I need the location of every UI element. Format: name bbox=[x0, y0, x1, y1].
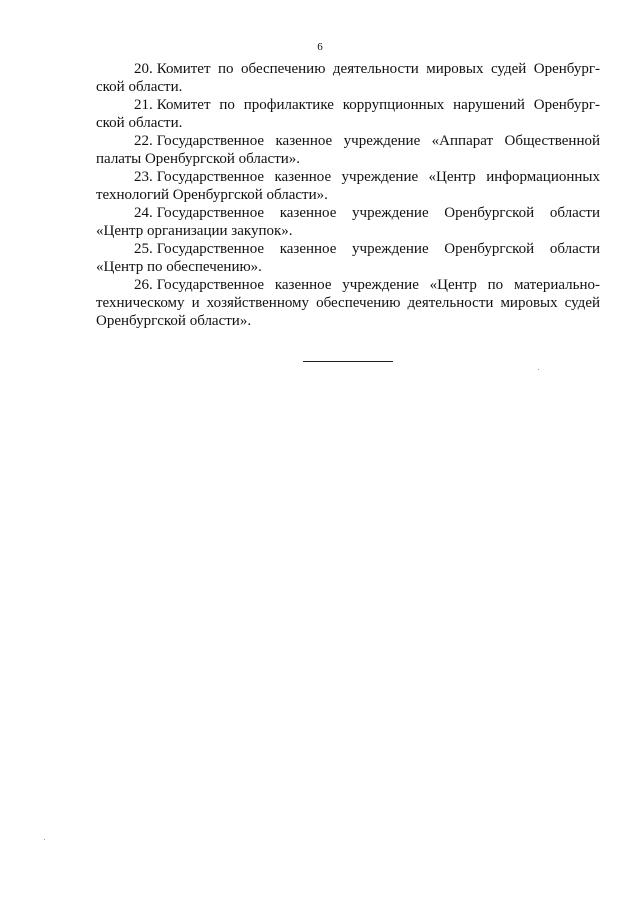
item-number: 23. bbox=[134, 169, 153, 185]
page-number: 6 bbox=[317, 41, 323, 53]
list-item bbox=[96, 240, 600, 276]
list-item-line: 24. Государственное казенное учреждение Оренбургской области bbox=[134, 205, 600, 221]
list-item-line: 23. Государственное казенное учреждение «Центр информационных bbox=[134, 169, 600, 185]
list-item-line: 20. Комитет по обеспечению деятельности мировых судей Оренбург- bbox=[134, 61, 600, 77]
list-item-line: палаты Оренбургской области». bbox=[96, 151, 301, 167]
end-divider-line bbox=[303, 361, 393, 362]
list-item bbox=[96, 204, 600, 240]
item-number: 20. bbox=[134, 61, 153, 77]
scan-speck bbox=[538, 369, 539, 370]
list-item bbox=[96, 132, 600, 168]
list-item bbox=[96, 276, 600, 330]
item-number: 26. bbox=[134, 277, 153, 293]
item-number: 22. bbox=[134, 133, 153, 149]
list-item-line: 26. Государственное казенное учреждение «Центр по материально- bbox=[134, 277, 600, 293]
list-item-line: «Центр организации закупок». bbox=[96, 223, 293, 239]
list-item-line: «Центр по обеспечению». bbox=[96, 259, 262, 275]
item-number: 25. bbox=[134, 241, 153, 257]
institution-list bbox=[96, 60, 600, 330]
list-item-line: технологий Оренбургской области». bbox=[96, 187, 328, 203]
list-item-line: 22. Государственное казенное учреждение «Аппарат Общественной bbox=[134, 133, 600, 149]
list-item-line: 25. Государственное казенное учреждение Оренбургской области bbox=[134, 241, 600, 257]
list-item bbox=[96, 168, 600, 204]
list-item-line: техническому и хозяйственному обеспечению деятельности мировых судей bbox=[96, 295, 600, 311]
item-number: 21. bbox=[134, 97, 153, 113]
scan-speck bbox=[44, 839, 45, 840]
list-item bbox=[96, 96, 600, 132]
list-item-line: 21. Комитет по профилактике коррупционных нарушений Оренбург- bbox=[134, 97, 600, 113]
list-item-line: ской области. bbox=[96, 115, 183, 131]
list-item-line: ской области. bbox=[96, 79, 183, 95]
list-item-line: Оренбургской области». bbox=[96, 313, 252, 329]
list-item bbox=[96, 60, 600, 96]
item-number: 24. bbox=[134, 205, 153, 221]
